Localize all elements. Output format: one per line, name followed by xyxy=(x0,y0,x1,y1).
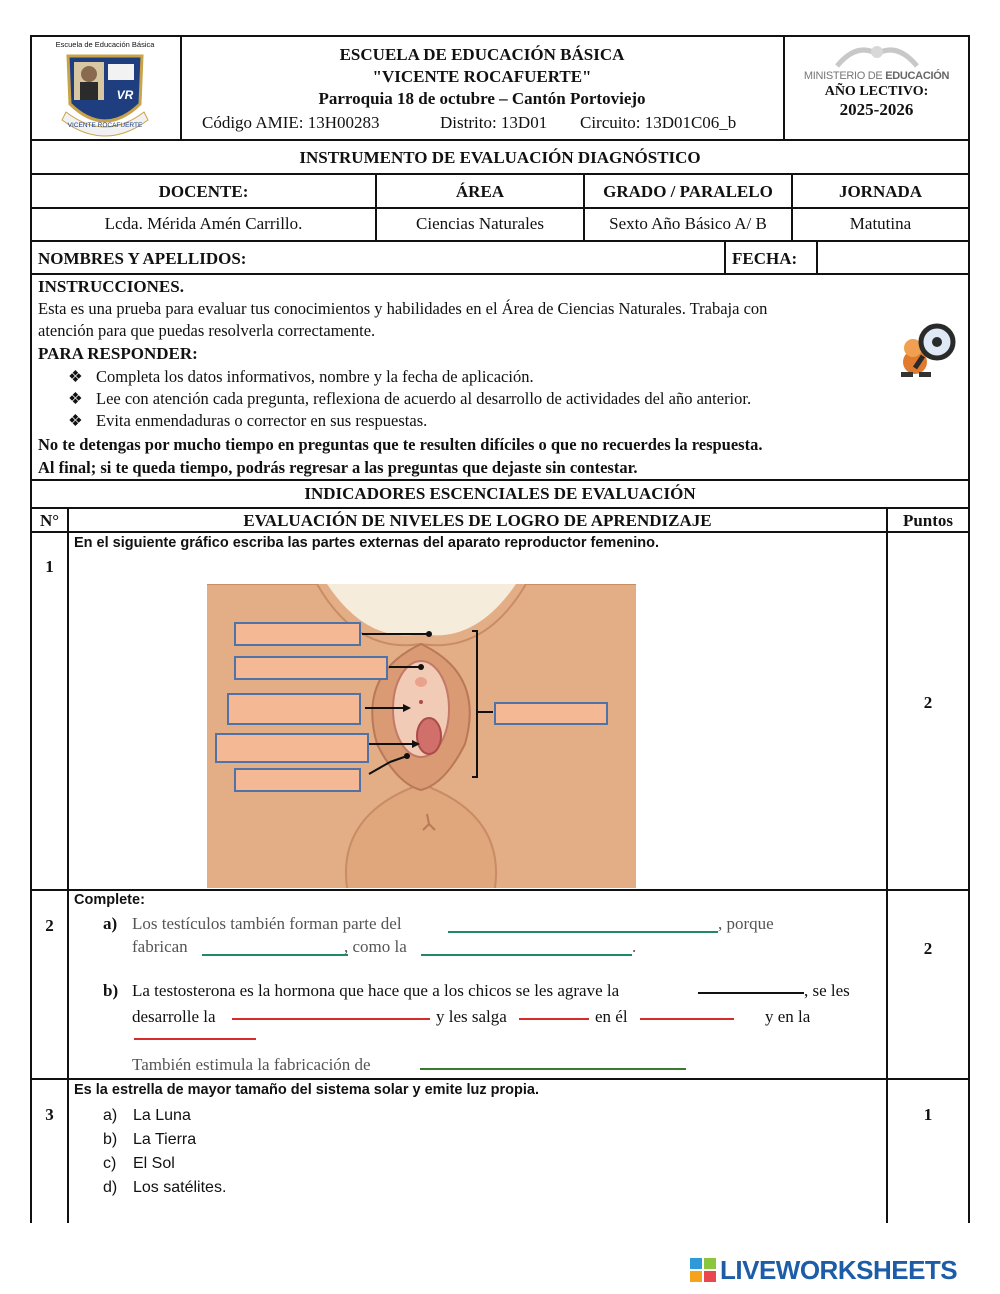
respond-title: PARA RESPONDER: xyxy=(38,344,198,363)
question-number: 2 xyxy=(45,916,54,935)
col-eval-header: EVALUACIÓN DE NIVELES DE LOGRO DE APRENDIZAJE xyxy=(243,511,712,530)
question-points: 2 xyxy=(923,693,933,712)
q2b-blank-4[interactable] xyxy=(640,1018,734,1020)
school-logo xyxy=(40,40,170,138)
magnifier-character-icon xyxy=(893,322,959,380)
names-label: NOMBRES Y APELLIDOS: xyxy=(38,249,247,268)
names-field[interactable] xyxy=(300,242,720,272)
question-points: 1 xyxy=(923,1105,933,1124)
logo-ribbon: VICENTE ROCAFUERTE xyxy=(67,122,143,129)
school-type: ESCUELA DE EDUCACIÓN BÁSICA xyxy=(339,45,625,64)
q2b-text-6: y en la xyxy=(765,1007,811,1026)
ministry-emblem-icon xyxy=(817,40,937,70)
instructions-text-1: Esta es una prueba para evaluar tus conocimientos y habilidades en el Área de Ciencias Naturales. Trabaja con xyxy=(38,299,768,318)
label-box-1[interactable] xyxy=(234,622,361,646)
label-box-2[interactable] xyxy=(234,656,388,680)
shift-value: Matutina xyxy=(849,214,912,233)
q2b-blank-5[interactable] xyxy=(134,1038,256,1040)
school-amie: Código AMIE: 13H00283 xyxy=(202,113,380,132)
school-name: "VICENTE ROCAFUERTE" xyxy=(372,67,592,86)
item-letter: a) xyxy=(103,914,118,933)
instructions-text-2: atención para que puedas resolverla correctamente. xyxy=(38,321,376,340)
anatomy-diagram xyxy=(207,584,636,888)
instrument-title: INSTRUMENTO DE EVALUACIÓN DIAGNÓSTICO xyxy=(299,148,701,167)
header-area: ÁREA xyxy=(455,182,505,201)
instructions-bold-1: No te detengas por mucho tiempo en preguntas que te resulten difíciles o que no recuerdes la respuesta. xyxy=(38,435,763,454)
q2a-blank-3[interactable] xyxy=(421,954,632,956)
instructions-bold-2: Al final; si te queda tiempo, podrás regresar a las preguntas que dejaste sin contestar. xyxy=(38,458,638,477)
list-item: ❖ Evita enmendaduras o corrector en sus respuestas. xyxy=(68,411,428,430)
q2c-text: También estimula la fabricación de xyxy=(132,1055,371,1074)
q2b-text-4: y les salga xyxy=(436,1007,507,1026)
teacher-name: Lcda. Mérida Amén Carrillo. xyxy=(104,214,303,233)
instructions-list xyxy=(38,366,963,432)
col-num-header: N° xyxy=(39,511,60,530)
list-item: ❖ Completa los datos informativos, nombre y la fecha de aplicación. xyxy=(68,367,534,386)
list-item: ❖ Lee con atención cada pregunta, reflexiona de acuerdo al desarrollo de actividades del año anterior. xyxy=(68,389,752,408)
liveworksheets-icon xyxy=(690,1258,716,1282)
q2a-blank-2[interactable] xyxy=(202,954,348,956)
school-circuit: Circuito: 13D01C06_b xyxy=(580,113,737,132)
area-value: Ciencias Naturales xyxy=(416,214,544,233)
option-a[interactable]: a) La Luna xyxy=(103,1107,191,1124)
q2a-text-4: , como la xyxy=(344,937,407,956)
q2a-text-5: . xyxy=(632,937,637,956)
option-b[interactable]: b) La Tierra xyxy=(103,1131,197,1148)
header-jornada: JORNADA xyxy=(838,182,923,201)
col-points-header: Puntos xyxy=(902,511,954,530)
diamond-bullet-icon: ❖ xyxy=(68,389,83,408)
q2b-text-5: en él xyxy=(595,1007,628,1026)
date-field[interactable] xyxy=(820,242,966,272)
grade-value: Sexto Año Básico A/ B xyxy=(609,214,767,233)
ministry-label: MINISTERIO DE EDUCACIÓN xyxy=(803,70,950,82)
item-letter: b) xyxy=(103,981,119,1000)
q2c-blank[interactable] xyxy=(420,1068,686,1070)
diamond-bullet-icon: ❖ xyxy=(68,411,83,430)
liveworksheets-logo xyxy=(690,1255,990,1285)
instructions-title: INSTRUCCIONES. xyxy=(38,277,184,296)
q2b-text-3: desarrolle la xyxy=(132,1007,216,1026)
liveworksheets-wordmark: LIVEWORKSHEETS xyxy=(720,1255,958,1285)
question-number: 3 xyxy=(45,1105,54,1124)
q2a-text-2: , porque xyxy=(718,914,774,933)
logo-caption: Escuela de Educación Básica xyxy=(55,40,155,49)
question-prompt: En el siguiente gráfico escriba las partes externas del aparato reproductor femenino. xyxy=(74,535,660,551)
q2a-text-3: fabrican xyxy=(132,937,188,956)
year-label: AÑO LECTIVO: xyxy=(824,84,929,99)
q2b-text-2: , se les xyxy=(804,981,850,1000)
question-points: 2 xyxy=(923,939,933,958)
q2b-blank-3[interactable] xyxy=(519,1018,589,1020)
q2b-blank-2[interactable] xyxy=(232,1018,430,1020)
header-grado: GRADO / PARALELO xyxy=(603,182,773,201)
school-district: Distrito: 13D01 xyxy=(440,113,548,132)
date-label: FECHA: xyxy=(732,249,798,268)
logo-initials: VR xyxy=(116,88,134,102)
question-prompt: Complete: xyxy=(74,892,145,908)
label-box-3[interactable] xyxy=(227,693,361,725)
indicators-title: INDICADORES ESCENCIALES DE EVALUACIÓN xyxy=(304,484,696,503)
label-box-6[interactable] xyxy=(494,702,608,725)
label-box-5[interactable] xyxy=(234,768,361,792)
label-box-4[interactable] xyxy=(215,733,369,763)
option-d[interactable]: d) Los satélites. xyxy=(103,1179,227,1196)
school-parish: Parroquia 18 de octubre – Cantón Portoviejo xyxy=(318,89,646,108)
year-value: 2025-2026 xyxy=(839,100,914,119)
q2b-text-1: La testosterona es la hormona que hace que a los chicos se les agrave la xyxy=(132,981,620,1000)
question-prompt: Es la estrella de mayor tamaño del sistema solar y emite luz propia. xyxy=(74,1082,539,1098)
option-c[interactable]: c) El Sol xyxy=(103,1155,175,1172)
header-docente: DOCENTE: xyxy=(158,182,249,201)
q2a-text-1: Los testículos también forman parte del xyxy=(132,914,402,933)
q2a-blank-1[interactable] xyxy=(448,931,718,933)
q2b-blank-1[interactable] xyxy=(698,992,804,994)
diamond-bullet-icon: ❖ xyxy=(68,367,83,386)
question-number: 1 xyxy=(45,557,54,576)
